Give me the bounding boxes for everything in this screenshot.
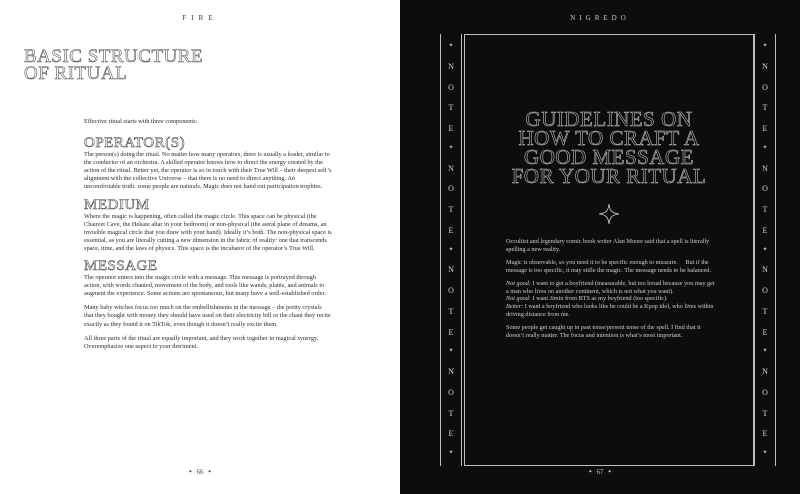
right-paragraph-2b: But if the message is too specific, it may stifle the magic. The message needs to be balanced. <box>506 258 711 274</box>
right-page <box>400 0 800 494</box>
right-title-line-4: FOR YOUR RITUAL <box>511 164 707 188</box>
side-letter: N <box>762 163 768 173</box>
side-letter: O <box>762 286 768 295</box>
side-letter: T <box>448 408 454 418</box>
side-letter: T <box>762 205 768 214</box>
star-icon: ✦ <box>762 144 768 151</box>
side-letter: O <box>762 387 768 397</box>
side-letter: E <box>448 124 454 133</box>
intro-text: Effective ritual starts with three components: <box>84 118 198 125</box>
side-letter: T <box>762 408 768 418</box>
example-2-label: Not good: <box>506 295 531 303</box>
message-paragraph-3: All three parts of the ritual are equally important, and they work together in magical synergy. Overemphasize one aspect to your detriment. <box>84 334 319 350</box>
side-letter: N <box>448 163 454 173</box>
right-body <box>506 238 718 345</box>
side-letter: N <box>762 265 768 275</box>
star-icon: ✦ <box>448 450 454 456</box>
left-body <box>84 118 332 357</box>
examples-block <box>506 280 718 320</box>
medium-paragraph: Where the magic is happening, often called the magic circle. This space can be physical (the Chauvet Cave, the Hekate altar in your bedroom) or non-physical (the astral plane of dreams, an invisible magical circle that you draw with your hand). Ideally it’s both. The non-physical space is essential, as you are literally cutting a new dimension in the fabric of reality: one that transcends space, time, and the laws of physics. This space is the incubator of the operator’s True Will. <box>84 212 332 252</box>
side-letter: N <box>762 367 768 376</box>
example-2-text: I want Jimin from BTS as my boyfriend (too specific). <box>532 295 668 303</box>
side-letter: T <box>448 306 454 316</box>
message-paragraph-1: The operator enters into the magic circle with a message. This message is portrayed through action, with words chanted, movement of the body, and tools like wands, plants, and animals to augment the experience. Some actions are spontaneous, but many have a well-established order. <box>84 274 326 298</box>
left-page-title <box>24 48 203 82</box>
right-paragraph-4: Some people get caught up in past tense/present tense of the spell. I find that it doesn’t really matter. The focus and intention is what’s most important. <box>506 324 701 340</box>
side-letter: O <box>762 82 768 92</box>
sparkle-icon <box>599 204 619 224</box>
example-1-label: Not good: <box>506 279 531 287</box>
page-number-right <box>400 468 800 476</box>
side-letter: N <box>448 367 454 376</box>
dot-icon: ✦ <box>588 470 593 475</box>
side-column-left <box>440 34 462 466</box>
right-paragraph-2 <box>506 259 718 275</box>
star-icon: ✦ <box>762 450 768 456</box>
example-1-text: I want to get a boyfriend (measurable, but too broad because you may get a man who lives on another continent, which is not what you want). <box>506 279 715 295</box>
dot-icon: ✦ <box>607 470 612 475</box>
side-letter: E <box>448 327 454 337</box>
right-page-title <box>464 107 754 188</box>
running-head-left: FIRE <box>182 14 218 22</box>
right-title-line-3: GOOD MESSAGE <box>524 145 694 169</box>
side-letter: O <box>448 387 454 397</box>
side-letter: E <box>762 327 768 337</box>
left-title-line-2: OF RITUAL <box>24 63 128 84</box>
star-icon: ✦ <box>448 43 454 49</box>
side-letter: O <box>448 82 454 92</box>
side-letter: E <box>448 225 454 235</box>
side-letter: T <box>448 205 454 214</box>
example-3-text: I want a boyfriend who looks like he could be a Kpop idol, who lives within driving distance from me. <box>506 303 714 319</box>
operators-paragraph: The person(s) doing the ritual. No matter how many operators, there is usually a leader, similar to the conductor of an orchestra. A skilled operator knows how to direct the energy created by the action of the ritual. Better yet, the operator is so in touch with their True Will – their deepest self’s alignment with the collective Universe – that there is no need to direct anything. An uncomfortable truth: some people are naturals. Magic does not hand out participation trophies. <box>84 151 332 191</box>
side-letter: T <box>762 306 768 316</box>
side-letter: O <box>448 184 454 194</box>
side-letter: T <box>448 103 454 113</box>
star-icon: ✦ <box>448 246 454 253</box>
star-icon: ✦ <box>448 348 454 355</box>
dot-icon: ✦ <box>207 470 212 475</box>
left-title-line-1: BASIC STRUCTURE <box>24 46 204 67</box>
side-letter: E <box>762 225 768 235</box>
side-letter: E <box>762 429 768 439</box>
page-number-67: 67 <box>596 468 604 476</box>
section-heading-operators: OPERATOR(S) <box>84 135 186 152</box>
running-head-right: NIGREDO <box>570 14 630 22</box>
page-number-66: 66 <box>196 468 204 476</box>
section-heading-medium: MEDIUM <box>84 196 150 213</box>
dot-icon: ✦ <box>188 470 193 475</box>
page-number-left <box>0 468 400 476</box>
message-paragraph-2: Many baby witches focus too much on the embellishments in the message – the pretty crystals that they bought with money they should have used on their electricity bill or the chant they recite exactly as they found it on TikTok, even though it doesn’t really excite them. <box>84 304 331 328</box>
right-title-line-2: HOW TO CRAFT A <box>518 126 700 150</box>
right-title-line-1: GUIDELINES ON <box>525 107 693 131</box>
section-heading-message: MESSAGE <box>84 258 158 275</box>
side-letter: N <box>762 61 768 71</box>
star-icon: ✦ <box>762 43 768 49</box>
star-icon: ✦ <box>448 144 454 151</box>
side-letter: T <box>762 103 768 113</box>
side-letter: O <box>762 184 768 194</box>
side-letter: N <box>448 265 454 275</box>
side-letter: E <box>448 429 454 439</box>
side-letter: E <box>762 124 768 133</box>
star-icon: ✦ <box>762 246 768 253</box>
example-3-label: Better: <box>506 303 524 311</box>
side-column-right <box>754 34 776 466</box>
right-paragraph-2a: Magic is observable, so you need it to be specific enough to measure. <box>506 258 678 266</box>
right-paragraph-1: Occultist and legendary comic book writer Alan Moore said that a spell is literally spelling a new reality. <box>506 238 710 253</box>
side-letter: N <box>448 61 454 71</box>
side-letter: O <box>448 286 454 295</box>
star-icon: ✦ <box>762 348 768 355</box>
